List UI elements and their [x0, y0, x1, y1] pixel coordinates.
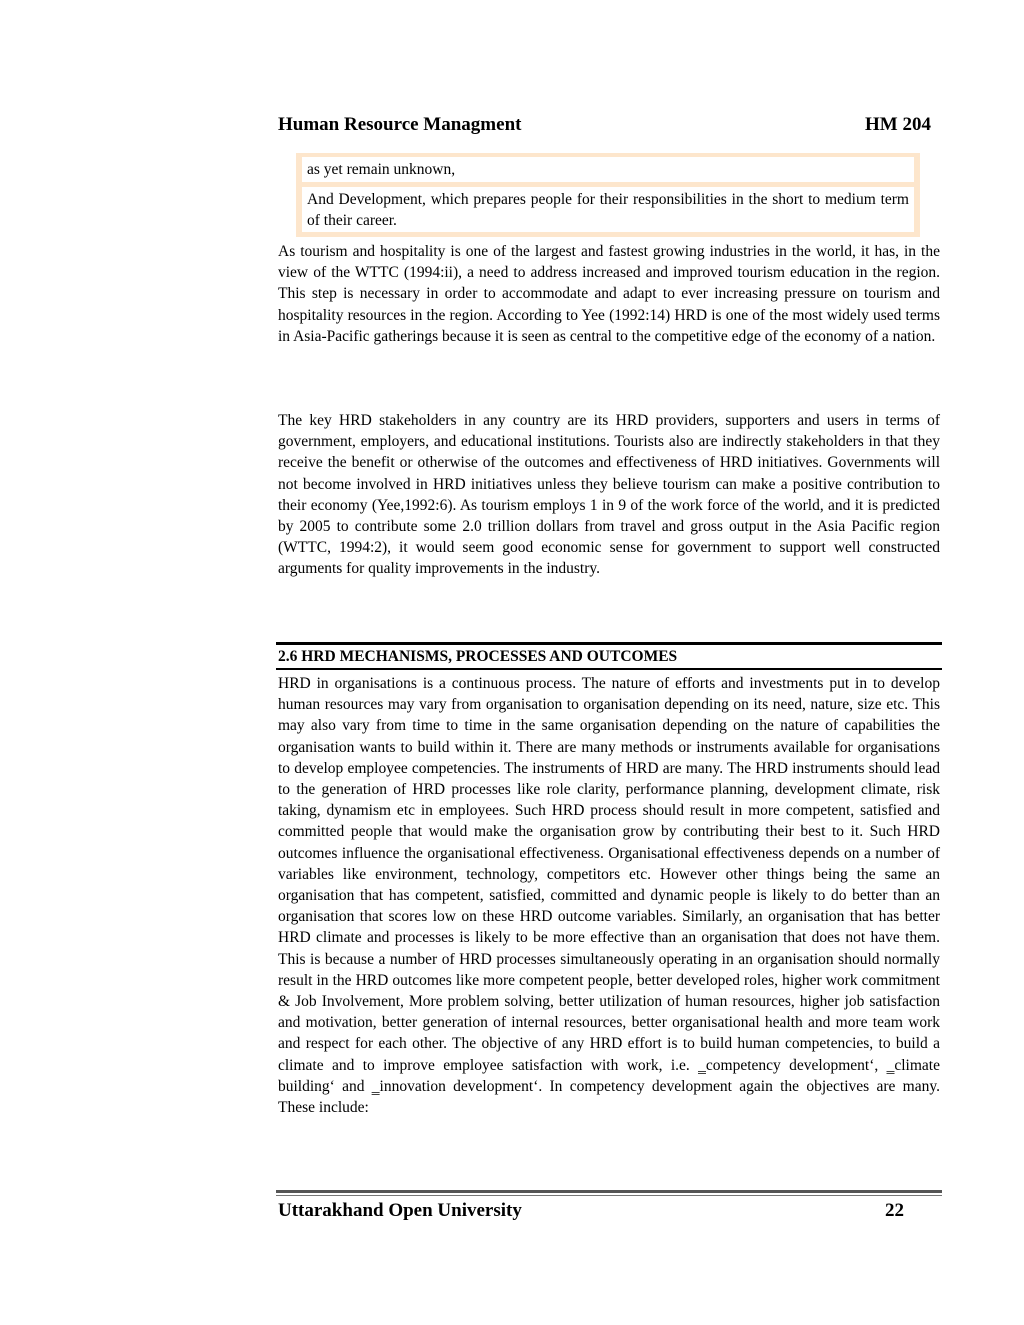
header-title: Human Resource Managment — [278, 114, 522, 135]
footer-rule-thin — [276, 1195, 942, 1196]
section-rule-top — [276, 642, 942, 645]
callout-box — [296, 153, 920, 237]
footer-rule — [276, 1190, 942, 1193]
footer-institution: Uttarakhand Open University — [278, 1200, 522, 1221]
section-heading: 2.6 HRD MECHANISMS, PROCESSES AND OUTCOMES — [278, 648, 678, 665]
body-paragraph-2: The key HRD stakeholders in any country are its HRD providers, supporters and users in terms of government, employers, and educational institutions. Tourists also are indirectly stakeholders in that they receive the benefit or otherwise of the outcomes and effectiveness of HRD initiatives. Governments will not become involved in HRD initiatives unless they believe tourism can make a positive contribution to their economy (Yee,1992:6). As tourism employs 1 in 9 of the work force of the world, and it is predicted by 2005 to contribute some 2.0 trillion dollars from travel and gross output in the Asia Pacific region (WTTC, 1994:2), it would seem good economic sense for government to support well constructed arguments for quality improvements in the industry. — [278, 412, 940, 578]
callout-line-2: And Development, which prepares people for their responsibilities in the short to medium term of their career. — [302, 187, 914, 232]
section-rule-bottom — [276, 668, 942, 670]
course-code: HM 204 — [865, 114, 931, 135]
body-paragraph-3: HRD in organisations is a continuous process. The nature of efforts and investments put in to develop human resources may vary from organisation to organisation depending on its need, nature, size etc. This may also vary from time to time in the same organisation depending on the nature of capabilities the organisation wants to build within it. There are many methods or instruments available for organisations to develop employee competencies. The instruments of HRD are many. The HRD instruments should lead to the generation of HRD processes like role clarity, performance planning, development climate, risk taking, dynamism etc in employees. Such HRD process should result in more competent, satisfied and committed people that would make the organisation grow by contributing their best to it. Such HRD outcomes influence the organisational effectiveness. Organisational effectiveness depends on a number of variables like environment, technology, competitors etc. However other things being the same an organisation that has competent, satisfied, committed and dynamic people is likely to do better than an organisation that scores low on these HRD outcome variables. Similarly, an organisation that has better HRD climate and processes is likely to be more effective than an organisation that does not have them. This is because a number of HRD processes simultaneously operating in an organisation should normally result in the HRD outcomes like more competent people, better developed roles, higher work commitment & Job Involvement, More problem solving, better utilization of human resources, higher job satisfaction and motivation, better generation of internal resources, better organisational health and more team work and respect for each other. The objective of any HRD effort is to build human competencies, to build a climate and to improve employee satisfaction with work, i.e. ‗competency development‘, ‗climate building‘ and ‗innovation development‘. In competency development again the objectives are many. These include: — [278, 675, 940, 1117]
page-number: 22 — [885, 1200, 904, 1221]
body-paragraph-1: As tourism and hospitality is one of the largest and fastest growing industries in the world, it has, in the view of the WTTC (1994:ii), a need to address increased and improved tourism education in the region. This step is necessary in order to accommodate and adapt to ever increasing pressure on tourism and hospitality resources in the region. According to Yee (1992:14) HRD is one of the most widely used terms in Asia-Pacific gatherings because it is seen as central to the competitive edge of the economy of a nation. — [278, 243, 940, 345]
callout-line-1: as yet remain unknown, — [302, 157, 914, 182]
